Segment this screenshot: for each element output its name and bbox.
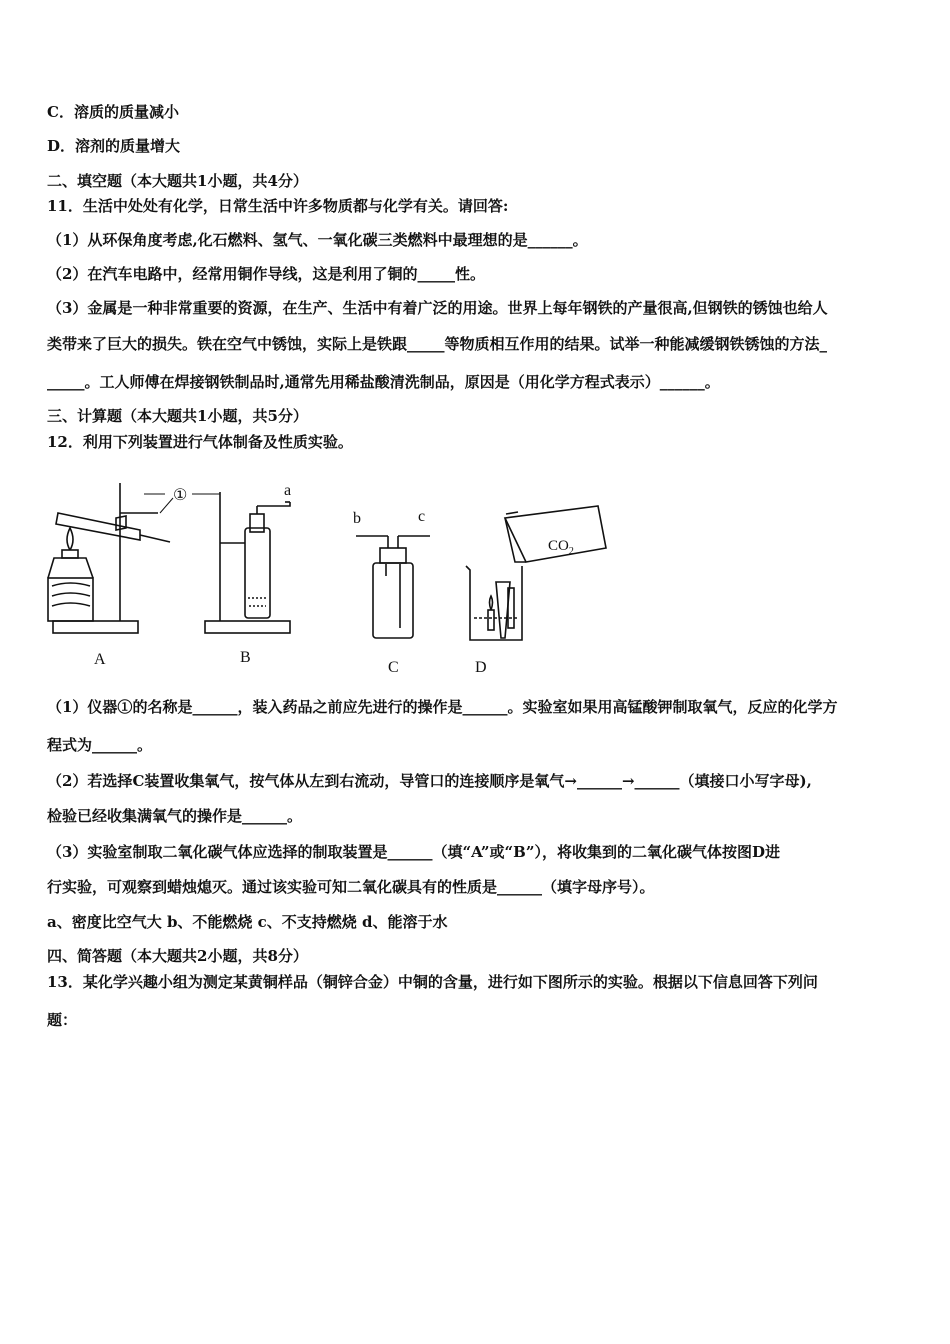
question-11-part-3-line-1: （3）金属是一种非常重要的资源，在生产、生活中有着广泛的用途。世界上每年钢铁的产量很高,但钢铁的锈蚀也给人 — [47, 299, 828, 317]
port-c-label: c — [418, 508, 426, 525]
section-heading-fill-blank: 二、填空题（本大题共1小题，共4分） — [47, 172, 308, 190]
figure-label-c: C — [388, 659, 399, 676]
apparatus-c-drawing — [356, 536, 430, 638]
question-11-stem: 11．生活中处处有化学，日常生活中许多物质都与化学有关。请回答: — [47, 197, 509, 215]
question-13-stem-line-2: 题： — [47, 1011, 78, 1029]
apparatus-a-drawing — [48, 483, 173, 633]
figure-label-d: D — [475, 659, 487, 676]
question-11-part-1: （1）从环保角度考虑,化石燃料、氢气、一氧化碳三类燃料中最理想的是______。 — [47, 231, 588, 249]
marker-1: ① — [173, 487, 188, 504]
port-a-label: a — [284, 482, 292, 499]
section-heading-calculation: 三、计算题（本大题共1小题，共5分） — [47, 407, 308, 425]
question-12-part-2-line-2: 检验已经收集满氧气的操作是______。 — [47, 807, 303, 825]
question-12-part-2-line-1: （2）若选择C装置收集氧气，按气体从左到右流动，导管口的连接顺序是氧气→______→______（填接口小写字母), — [47, 772, 812, 790]
question-13-stem-line-1: 13．某化学兴趣小组为测定某黄铜样品（铜锌合金）中铜的含量，进行如下图所示的实验。根据以下信息回答下列问 — [47, 973, 818, 991]
option-c: C．溶质的质量减小 — [47, 103, 179, 121]
co2-label: $CO_2$ — [548, 538, 574, 557]
section-heading-short-answer: 四、简答题（本大题共2小题，共8分） — [47, 947, 308, 965]
question-12-part-3-line-2: 行实验，可观察到蜡烛熄灭。通过该实验可知二氧化碳具有的性质是______（填字母序号）。 — [47, 878, 655, 896]
question-12-part-3-line-1: （3）实验室制取二氧化碳气体应选择的制取装置是______（填“A”或“B”），将收集到的二氧化碳气体按图D进 — [47, 843, 780, 861]
question-12-stem: 12．利用下列装置进行气体制备及性质实验。 — [47, 433, 353, 451]
figure-label-b: B — [240, 649, 251, 666]
option-d: D．溶剂的质量增大 — [47, 137, 181, 155]
apparatus-figure — [40, 478, 630, 678]
port-b-label: b — [353, 510, 361, 527]
question-11-part-3-line-2: 类带来了巨大的损失。铁在空气中锈蚀，实际上是铁跟_____等物质相互作用的结果。试举一种能减缓钢铁锈蚀的方法_ — [47, 335, 828, 353]
question-12-options: a、密度比空气大 b、不能燃烧 c、不支持燃烧 d、能溶于水 — [47, 913, 448, 931]
question-12-part-1-line-2: 程式为______。 — [47, 736, 153, 754]
question-11-part-2: （2）在汽车电路中，经常用铜作导线，这是利用了铜的_____性。 — [47, 265, 485, 283]
question-12-part-1-line-1: （1）仪器①的名称是______，装入药品之前应先进行的操作是______。实验室如果用高锰酸钾制取氧气，反应的化学方 — [47, 698, 838, 716]
apparatus-d-drawing — [466, 506, 606, 640]
figure-label-a: A — [94, 651, 106, 668]
question-11-part-3-line-3: _____。工人师傅在焊接钢铁制品时,通常先用稀盐酸清洗制品，原因是（用化学方程式表示）______。 — [47, 373, 720, 391]
apparatus-b-drawing — [205, 492, 290, 633]
